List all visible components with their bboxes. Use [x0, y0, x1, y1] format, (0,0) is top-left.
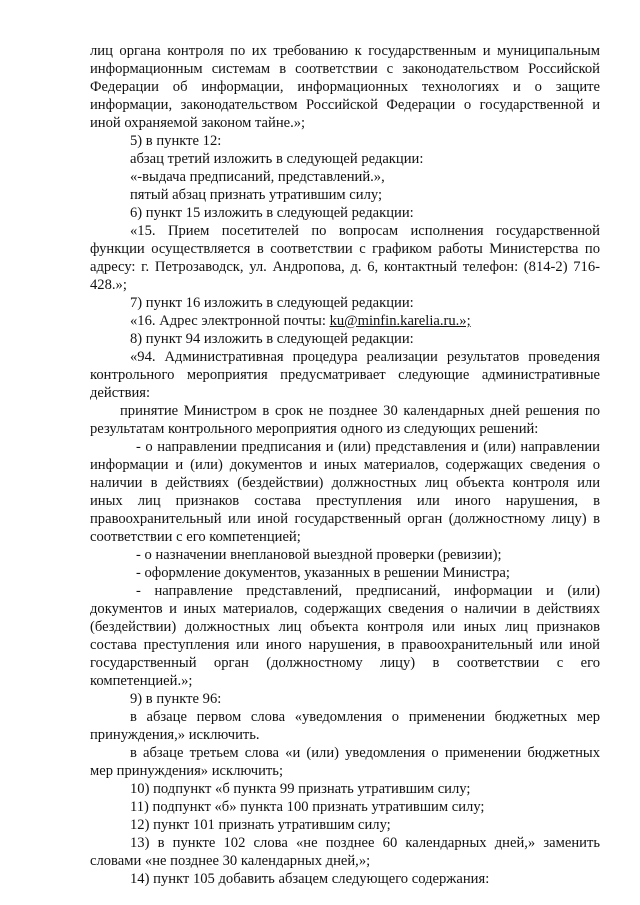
text-line: «15. Прием посетителей по вопросам исполнения государственной	[130, 223, 600, 239]
text-line: абзац третий изложить в следующей редакции:	[130, 151, 424, 167]
text-line: иной охраняемой законом тайне.»;	[90, 115, 306, 131]
text-line: 7) пункт 16 изложить в следующей редакции:	[130, 295, 414, 311]
text-line: правоохранительный или иной государственный орган (должностному лицу) в	[90, 511, 600, 527]
text-line: действия:	[90, 385, 151, 401]
text-line: - о направлении предписания и (или) представления и (или) направлении	[136, 439, 600, 455]
text-line: 10) подпункт «б пункта 99 признать утратившим силу;	[130, 781, 471, 797]
text-line: иных лиц признаков состава преступления или иного нарушения, в	[90, 493, 600, 509]
text-line-prefix: «16. Адрес электронной почты:	[130, 313, 330, 329]
text-line: Федерации об информации, информационных технологиях и о защите	[90, 79, 600, 95]
text-line: компетенцией.»;	[90, 673, 193, 689]
text-line: лиц органа контроля по их требованию к государственным и муниципальным	[90, 43, 600, 59]
text-line: результатам контрольного мероприятия одного из следующих решений:	[90, 421, 539, 437]
text-line: 14) пункт 105 добавить абзацем следующего содержания:	[130, 871, 490, 887]
text-line: пятый абзац признать утратившим силу;	[130, 187, 383, 203]
text-line: 428.»;	[90, 277, 127, 293]
text-line: в абзаце первом слова «уведомления о применении бюджетных мер	[130, 709, 600, 725]
text-line: словами «не позднее 30 календарных дней,»;	[90, 853, 371, 869]
text-line: функции осуществляется в соответствии с графиком работы Министерства по	[90, 241, 600, 257]
text-line: соответствии с его компетенцией;	[90, 529, 301, 545]
text-line: - направление представлений, предписаний, информации и (или)	[136, 583, 600, 599]
text-line: государственный орган (должностному лицу) в соответствии с его	[90, 655, 600, 671]
text-line: принуждения,» исключить.	[90, 727, 260, 743]
text-line: 6) пункт 15 изложить в следующей редакции:	[130, 205, 414, 221]
email-link[interactable]: ku@minfin.karelia.ru.»;	[329, 313, 471, 329]
text-line: «-выдача предписаний, представлений.»,	[130, 169, 385, 185]
text-line: 8) пункт 94 изложить в следующей редакции:	[130, 331, 414, 347]
text-line: 5) в пункте 12:	[130, 133, 222, 149]
text-line: информации и (или) документов и иных материалов, содержащих сведения о	[90, 457, 600, 473]
text-line: состава преступления или иного нарушения, в правоохранительный или иной	[90, 637, 600, 653]
text-line: - о назначении внеплановой выездной проверки (ревизии);	[136, 547, 502, 563]
text-line: адресу: г. Петрозаводск, ул. Андропова, д. 6, контактный телефон: (814-2) 716-	[90, 259, 600, 275]
text-line: принятие Министром в срок не позднее 30 календарных дней решения по	[120, 403, 600, 419]
text-line: - оформление документов, указанных в решении Министра;	[136, 565, 510, 581]
text-line: информационным системам в соответствии с законодательством Российской	[90, 61, 600, 77]
text-line: наличии в действиях (бездействии) должностных лиц объекта контроля или	[90, 475, 600, 491]
text-line: 12) пункт 101 признать утратившим силу;	[130, 817, 391, 833]
text-line: 11) подпункт «б» пункта 100 признать утратившим силу;	[130, 799, 485, 815]
text-line: мер принуждения» исключить;	[90, 763, 283, 779]
text-line	[130, 313, 600, 331]
text-line: в абзаце третьем слова «и (или) уведомления о применении бюджетных	[130, 745, 600, 761]
text-line: контрольного мероприятия предусматривает следующие административные	[90, 367, 600, 383]
text-line: «94. Административная процедура реализации результатов проведения	[130, 349, 600, 365]
text-line: 9) в пункте 96:	[130, 691, 222, 707]
text-line: (бездействии) должностных лиц объекта контроля или иных лиц признаков	[90, 619, 600, 635]
text-line: информации, законодательством Российской Федерации о государственной и	[90, 97, 600, 113]
text-line: документов и иных материалов, содержащих сведения о наличии в действиях	[90, 601, 600, 617]
text-line: 13) в пункте 102 слова «не позднее 60 календарных дней,» заменить	[130, 835, 600, 851]
